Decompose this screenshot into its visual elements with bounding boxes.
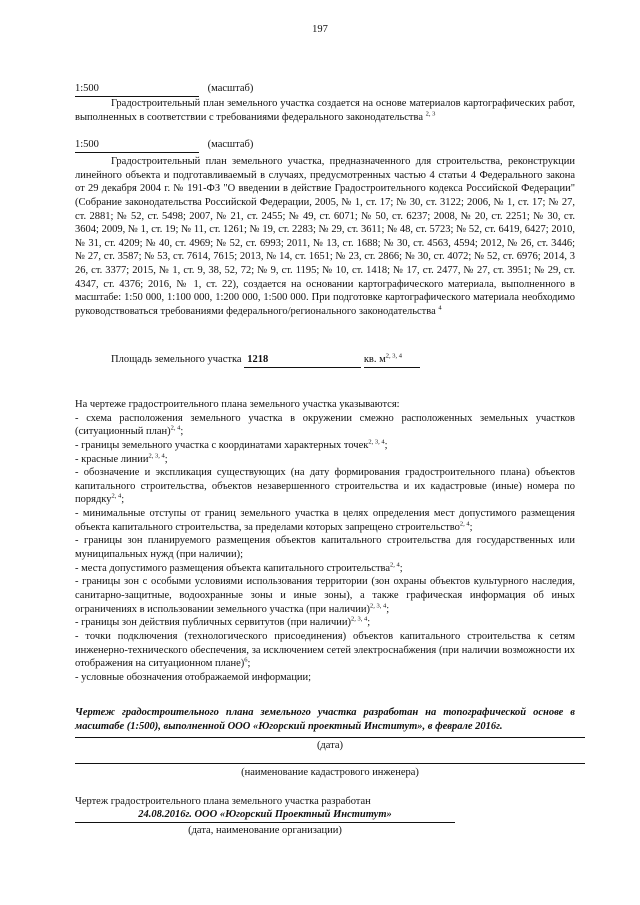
- scale-line-2: [75, 138, 575, 153]
- list-item-text: - минимальные отступы от границ земельного участка в целях определения мест допустимого размещения объекта капитального строительства, за пределами которых запрещено строительство: [75, 508, 575, 533]
- list-item: [75, 507, 575, 534]
- list-item-text: - границы зон действия публичных сервитутов (при наличии): [75, 617, 351, 629]
- list-item-footnote: 2, 4: [170, 424, 181, 432]
- list-item-text: - места допустимого размещения объекта капитального строительства: [75, 562, 391, 574]
- list-item-footnote: 2, 3, 4: [350, 615, 368, 623]
- list-item-punct: ;: [121, 494, 125, 506]
- list-item-footnote: 2, 3, 4: [369, 602, 387, 610]
- page-number: 197: [312, 24, 328, 35]
- list-item: [75, 630, 575, 671]
- land-area-line: [111, 353, 511, 368]
- list-item: [75, 439, 575, 453]
- scale-label-1: (масштаб): [207, 83, 254, 94]
- divider-line: [75, 737, 585, 738]
- paragraph-cartographic-basis: [75, 97, 575, 124]
- list-item: [75, 412, 575, 439]
- list-item: [75, 562, 575, 576]
- list-item-text: - схема расположения земельного участка в окружении смежно расположенных земельных участков (ситуационный план): [75, 412, 575, 438]
- scale-value-1: 1:500: [75, 82, 199, 97]
- list-item-punct: ;: [399, 562, 403, 574]
- list-item: [75, 616, 575, 630]
- list-items: [75, 412, 575, 685]
- list-item: [75, 534, 575, 561]
- land-area-value: 1218: [244, 353, 361, 368]
- engineer-caption: (наименование кадастрового инженера): [241, 767, 419, 778]
- land-area-unit: кв. м: [363, 354, 386, 365]
- footnote-ref: 2, 3: [425, 110, 436, 118]
- divider-line: [75, 763, 585, 764]
- list-item: [75, 466, 575, 507]
- list-item-punct: ;: [384, 439, 388, 451]
- list-item-punct: ;: [469, 521, 473, 533]
- list-item-punct: ;: [180, 426, 184, 438]
- divider-line: [75, 822, 455, 823]
- scale-value-2: 1:500: [75, 138, 199, 153]
- list-item-punct: ;: [164, 453, 168, 465]
- list-item-text: - красные линии: [75, 453, 149, 465]
- list-item-punct: ;: [247, 658, 251, 670]
- list-item: [75, 453, 575, 467]
- date-caption: (дата): [316, 740, 344, 751]
- drawing-developed-note: Чертеж градостроительного плана земельного участка разработан на топографической основе в масштабе (1:500), выполненной ООО «Югорский проектный Институт», в феврале 2016г.: [75, 707, 575, 732]
- list-item-punct: ;: [367, 617, 371, 629]
- paragraph-text: Градостроительный план земельного участка создается на основе материалов картографических работ, выполненных в соответствии с требованиями федерального законодательства: [75, 98, 575, 123]
- list-item-text: - границы зон планируемого размещения объектов капитального строительства для государственных или муниципальных нужд (при наличии);: [75, 535, 575, 561]
- land-area-label: Площадь земельного участка: [111, 354, 242, 365]
- list-item-text: - границы земельного участка с координатами характерных точек: [75, 439, 369, 451]
- paragraph-linear-object: [75, 155, 575, 319]
- drawing-contents-list: [75, 398, 575, 684]
- list-item: [75, 671, 575, 685]
- footnote-ref: 4: [438, 304, 442, 312]
- final-statement: Чертеж градостроительного плана земельного участка разработан: [75, 796, 371, 807]
- scale-line-1: [75, 82, 575, 97]
- list-item-footnote: 6: [244, 656, 248, 664]
- list-item-text: - обозначение и экспликация существующих (на дату формирования градостроительного плана) объектов капитального строительства, объектов незавершенного строительства и их кадастровые (иные) номера по порядку: [75, 467, 575, 506]
- list-item: [75, 575, 575, 616]
- list-item-footnote: 2, 3, 4: [148, 452, 165, 460]
- list-item-text: - точки подключения (технологического присоединения) объектов капитального строительства к сетям инженерно-технического обеспечения, за исключением сетей электроснабжения (при наличии возможности их отображения на ситуационном плане): [75, 630, 575, 670]
- final-date-org: 24.08.2016г. ООО «Югорский Проектный Институт»: [138, 809, 392, 820]
- scale-label-2: (масштаб): [207, 139, 254, 150]
- list-item-footnote: 2, 4: [390, 561, 400, 569]
- land-area-unit-wrap: [364, 353, 420, 368]
- list-item-footnote: 2, 4: [459, 520, 470, 528]
- list-item-text: - границы зон с особыми условиями использования территории (зон охраны объектов культурного наследия, санитарно-защитные, водоохранные зоны и иные зоны), а также графическая информация об иных ограничениях в использовании земельного участка (при наличии): [75, 576, 575, 615]
- list-item-footnote: 2, 3, 4: [368, 438, 385, 446]
- list-intro: На чертеже градостроительного плана земельного участка указываются:: [75, 399, 400, 410]
- list-item-footnote: 2, 4: [111, 492, 122, 500]
- paragraph-text: Градостроительный план земельного участка, предназначенного для строительства, реконструкции линейного объекта и подготавливаемый в случаях, предусмотренных частью 4 статьи 4 Федерального закона от 29 декабря 2004 г. № 191-ФЗ "О введении в действие Градостроительного кодекса Российской Федерации" (Собрание законодательства Российской Федерации, 2005, № 1, ст. 17; № 30, ст. 3122; 2006, № 1, ст. 17; № 27, ст. 2881; № 52, ст. 5498; 2007, № 21, ст. 2455; № 49, ст. 6071; № 50, ст. 6237; 2008, № 20, ст. 2251; № 30, ст. 3604; 2009, № 1, ст. 19; № 11, ст. 1261; № 19, ст. 2283; № 29, ст. 3611; № 48, ст. 5723; № 52, ст. 6419, 6427; 2010, № 31, ст. 4209; № 40, ст. 4969; № 52, ст. 6993; 2011, № 13, ст. 1688; № 30, ст. 4563, 4594; 2012, № 26, ст. 3446; № 27, ст. 3587; № 53, ст. 7614, 7615; 2013, № 14, ст. 1651; № 23, ст. 2866; № 30, ст. 4072; № 52, ст. 6976; 2014, 3 26, ст. 3377; 2015, № 1, ст. 9, 38, 52, 72; № 9, ст. 1195; № 10, ст. 1418; № 17, ст. 2477, № 27, ст. 3951; № 29, ст. 4347, ст. 4376; 2016, № 1, ст. 22), создается на основании картографического материала, выполненного в масштабе: 1:50 000, 1:100 000, 1:200 000, 1:500 000. При подготовке картографического материала необходимо руководствоваться требованиями федерального/регионального законодательства: [75, 156, 575, 318]
- land-area-footnote: 2, 3, 4: [385, 352, 403, 360]
- list-item-punct: ;: [386, 603, 390, 615]
- org-caption: (дата, наименование организации): [188, 825, 342, 836]
- list-item-text: - условные обозначения отображаемой информации;: [75, 671, 312, 683]
